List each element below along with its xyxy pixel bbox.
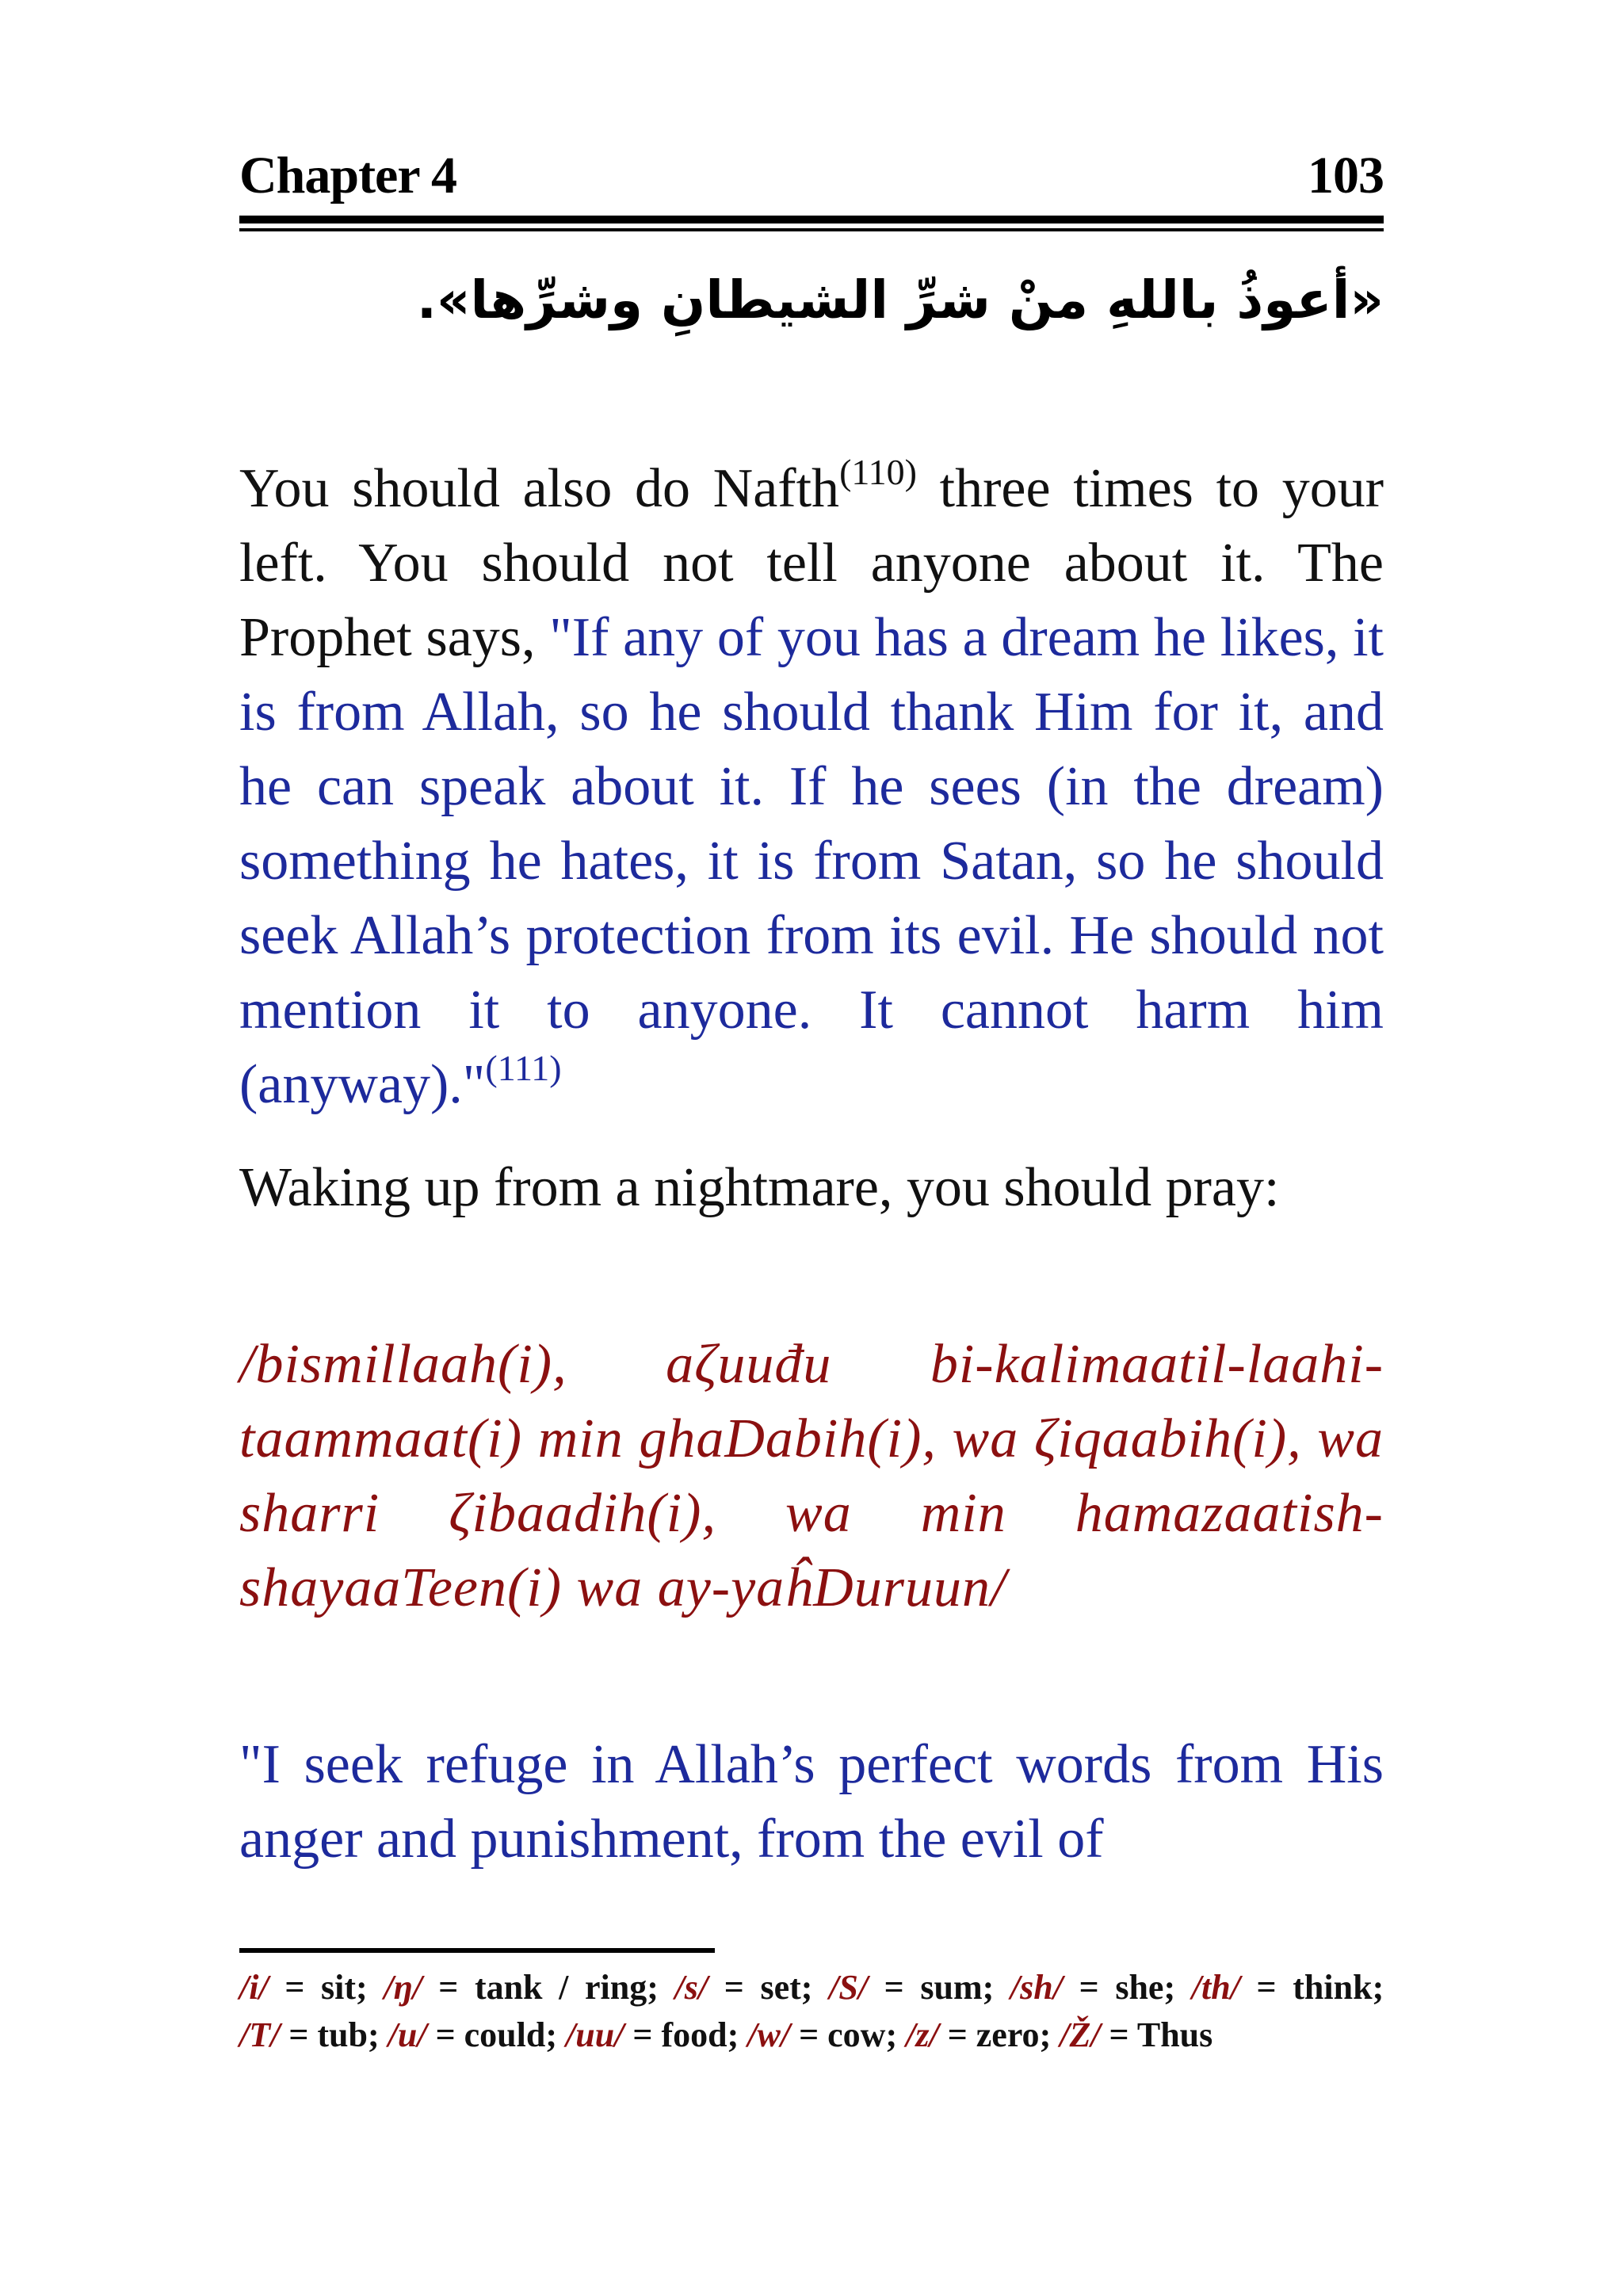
footnote-rule: [239, 1948, 715, 1953]
key-item: /T/ = tub;: [239, 2015, 380, 2054]
key-item: /th/ = think;: [1191, 1968, 1384, 2007]
header-rule-thin: [239, 228, 1384, 231]
pronunciation-key: [239, 1964, 1384, 2059]
key-item: /u/ = could;: [388, 2015, 558, 2054]
key-item: /S/ = sum;: [829, 1968, 995, 2007]
key-item: /Ž/ = Thus: [1060, 2015, 1213, 2054]
running-header: [239, 143, 1384, 206]
key-item: /s/ = set;: [674, 1968, 813, 2007]
paragraph-nightmare: Waking up from a nightmare, you should pray:: [239, 1157, 1280, 1218]
key-item: /sh/ = she;: [1010, 1968, 1176, 2007]
key-item: /w/ = cow;: [747, 2015, 898, 2054]
key-item: /uu/ = food;: [566, 2015, 739, 2054]
chapter-title: Chapter 4: [239, 147, 456, 204]
paragraph-nafth: [239, 452, 1384, 1122]
page-number: 103: [1308, 147, 1384, 204]
footnote-ref-111: (111): [485, 1048, 562, 1088]
nafth-text: You should also do Nafth: [239, 458, 840, 519]
nafth-text-cont: three times to your left. You should not tell anyone about it. The Prophet says,: [239, 458, 1384, 668]
arabic-supplication: «أعوذُ باللهِ منْ شرِّ الشيطانِ وشرِّها».: [416, 269, 1384, 330]
key-item: /i/ = sit;: [239, 1968, 368, 2007]
footnote-ref-110: (110): [839, 452, 917, 492]
transliteration-dua: /bismillaah(i), aζuuđu bi-kalimaatil-laahi-taammaat(i) min ghaDabih(i), wa ζiqaabih(i), wa sharri ζibaadih(i), wa min hamazaatish-shayaaTeen(i) wa ay-yaĥDuruun/: [239, 1334, 1384, 1618]
key-item: /z/ = zero;: [906, 2015, 1052, 2054]
key-item: /ŋ/ = tank / ring;: [384, 1968, 659, 2007]
hadith-quote: "If any of you has a dream he likes, it is from Allah, so he should thank Him for it, and he can speak about it. If he sees (in the dream) something he hates, it is from Satan, so he should seek Allah’s protection from its evil. He should not mention it to anyone. It cannot harm him (anyway).": [239, 607, 1384, 1115]
header-rule-thick: [239, 216, 1384, 223]
translation-dua: "I seek refuge in Allah’s perfect words from His anger and punishment, from the evil of: [239, 1734, 1384, 1870]
